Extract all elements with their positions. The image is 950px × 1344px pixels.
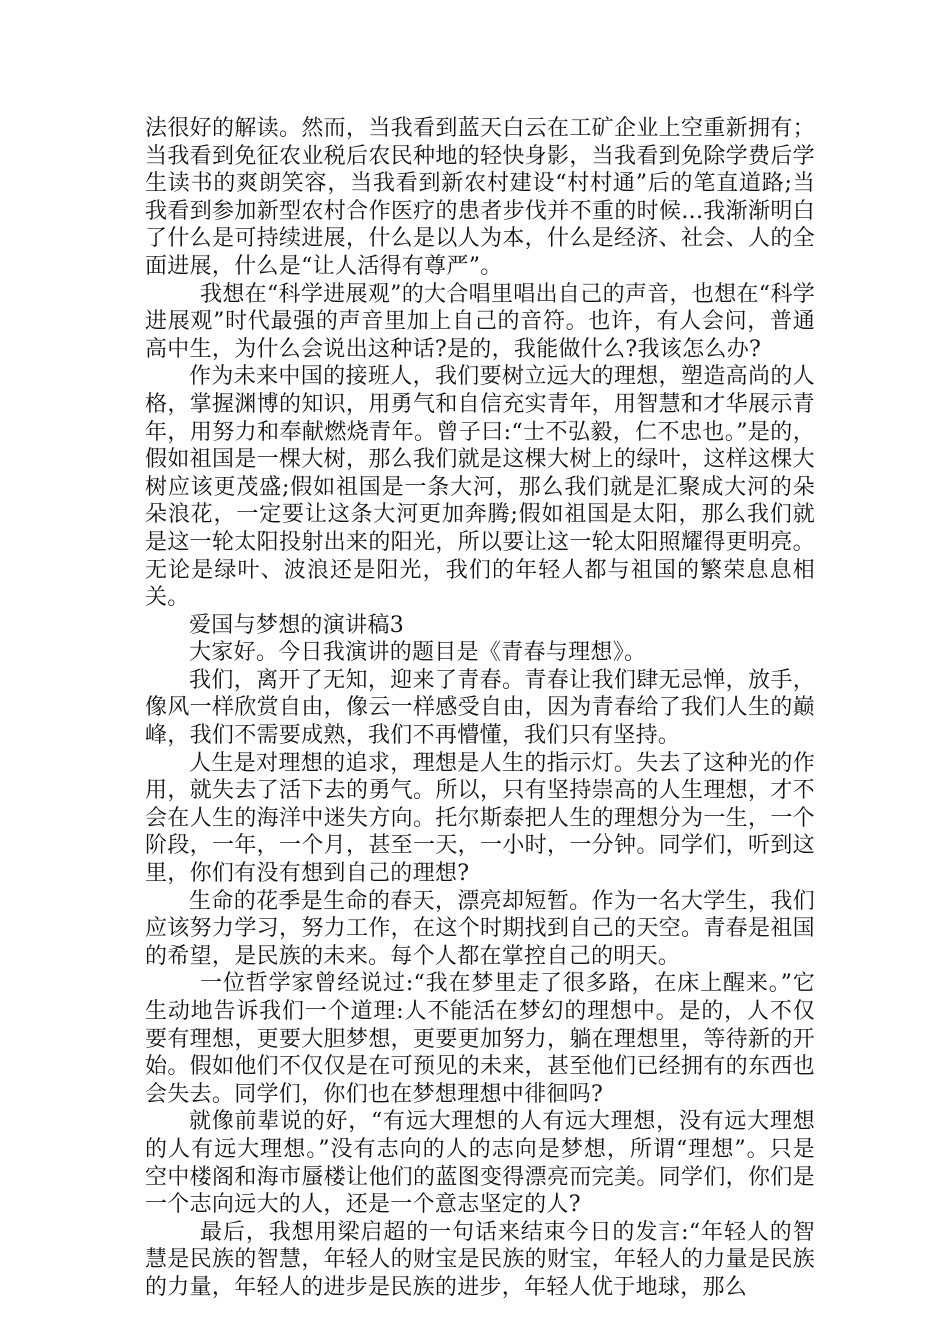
document-body <box>145 115 815 1302</box>
paragraph-scientific-outlook: 我想在“科学进展观”的大合唱里唱出自己的声音，也想在“科学进展观”时代最强的声音里加上自己的音符。也许，有人会问，普通高中生，为什么会说出这种话?是的，我能做什么?我该怎么办? <box>145 281 815 362</box>
paragraph-conclusion: 最后，我想用梁启超的一句话来结束今日的发言:“年轻人的智慧是民族的智慧，年轻人的财宝是民族的财宝，年轻人的力量是民族的力量，年轻人的进步是民族的进步，年轻人优于地球，那么 <box>145 1219 815 1300</box>
paragraph-philosopher: 一位哲学家曾经说过:“我在梦里走了很多路，在床上醒来。”它生动地告诉我们一个道理:人不能活在梦幻的理想中。是的，人不仅要有理想，更要大胆梦想，更要更加努力，躺在理想里，等待新的开始。假如他们不仅仅是在可预见的未来，甚至他们已经拥有的东西也会失去。同学们，你们也在梦想理想中徘徊吗? <box>145 971 815 1107</box>
paragraph-youth: 我们，离开了无知，迎来了青春。青春让我们肆无忌惮，放手，像风一样欣赏自由，像云一样感受自由，因为青春给了我们人生的巅峰，我们不需要成熟，我们不再懵懂，我们只有坚持。 <box>145 667 815 749</box>
paragraph-spring-of-life: 生命的花季是生命的春天，漂亮却短暂。作为一名大学生，我们应该努力学习，努力工作，在这个时期找到自己的天空。青春是祖国的希望，是民族的未来。每个人都在掌控自己的明天。 <box>145 888 815 969</box>
section-heading: 爱国与梦想的演讲稿3 <box>189 612 404 638</box>
paragraph-greeting: 大家好。今日我演讲的题目是《青春与理想》。 <box>189 640 647 666</box>
paragraph-continuation: 法很好的解读。然而，当我看到蓝天白云在工矿企业上空重新拥有；当我看到免征农业税后农民种地的轻快身影，当我看到免除学费后学生读书的爽朗笑容，当我看到新农村建设“村村通”后的笔直道路;当我看到参加新型农村合作医疗的患者步伐并不重的时候...我渐渐明白了什么是可持续进展，什么是以人为本，什么是经济、社会、人的全面进展，什么是“让人活得有尊严”。 <box>145 116 815 279</box>
paragraph-successor: 作为未来中国的接班人，我们要树立远大的理想，塑造高尚的人格，掌握渊博的知识，用勇气和自信充实青年，用智慧和才华展示青年，用努力和奉献燃烧青年。曾子曰:“士不弘毅，仁不忠也。”是的，假如祖国是一棵大树，那么我们就是这棵大树上的绿叶，这样这棵大树应该更茂盛;假如祖国是一条大河，那么我们就是汇聚成大河的朵朵浪花，一定要让这条大河更加奔腾;假如祖国是太阳，那么我们就是这一轮太阳投射出来的阳光，所以要让这一轮太阳照耀得更明亮。无论是绿叶、波浪还是阳光，我们的年轻人都与祖国的繁荣息息相关。 <box>145 364 815 611</box>
paragraph-predecessors: 就像前辈说的好，“有远大理想的人有远大理想，没有远大理想的人有远大理想。”没有志向的人的志向是梦想，所谓“理想”。只是空中楼阁和海市蜃楼让他们的蓝图变得漂亮而完美。同学们，你们是一个志向远大的人，还是一个意志坚定的人? <box>145 1109 815 1218</box>
paragraph-ideal-pursuit: 人生是对理想的追求，理想是人生的指示灯。失去了这种光的作用，就失去了活下去的勇气。所以，只有坚持崇高的人生理想，才不会在人生的海洋中迷失方向。托尔斯泰把人生的理想分为一生，一个阶段，一年，一个月，甚至一天，一小时，一分钟。同学们，听到这里，你们有没有想到自己的理想? <box>145 750 815 887</box>
